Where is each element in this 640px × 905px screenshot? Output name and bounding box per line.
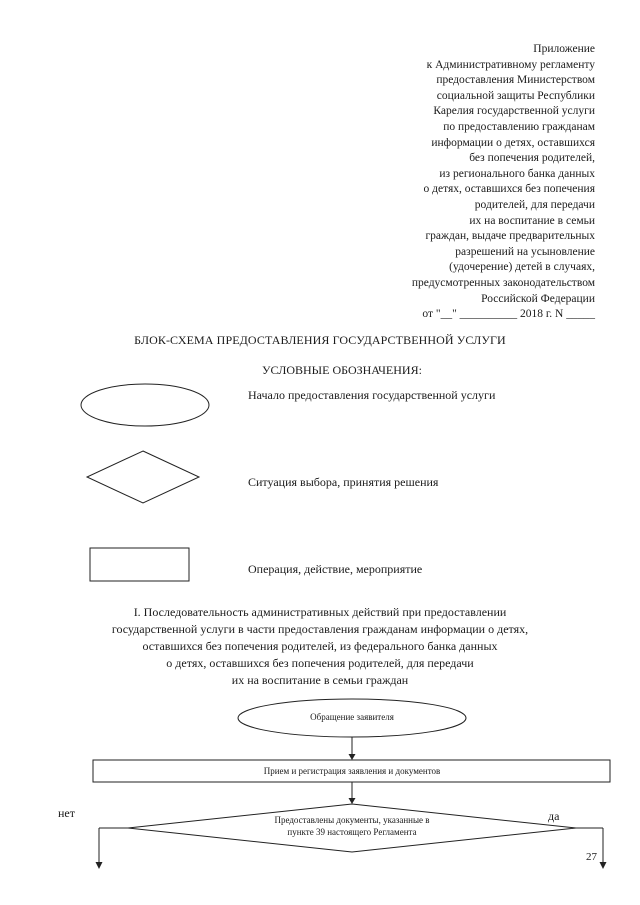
- section-line: о детях, оставшихся без попечения родителей, для передачи: [166, 656, 474, 670]
- appendix-line: предусмотренных законодательством: [411, 276, 595, 289]
- flow-arrowhead-1: [349, 754, 356, 760]
- flow-yes-label: да: [548, 809, 560, 823]
- appendix-line: без попечения родителей,: [469, 152, 595, 165]
- flow-decision-label-2: пункте 39 настоящего Регламента: [287, 827, 417, 837]
- legend-start-label: Начало предоставления государственной услуги: [248, 388, 496, 402]
- legend-decision-diamond: [87, 451, 199, 503]
- appendix-line: о детях, оставшихся без попечения: [423, 183, 595, 196]
- section-line: I. Последовательность административных действий при предоставлении: [133, 605, 507, 619]
- appendix-line: информации о детях, оставшихся: [431, 136, 595, 149]
- flow-yes-arrowhead: [600, 862, 607, 869]
- flow-no-arrowhead: [96, 862, 103, 869]
- legend-operation-rect: [90, 548, 189, 581]
- legend-heading: УСЛОВНЫЕ ОБОЗНАЧЕНИЯ:: [262, 363, 422, 377]
- appendix-line: разрешений на усыновление: [455, 245, 595, 258]
- legend-start-ellipse: [81, 384, 209, 426]
- flow-decision-label-1: Предоставлены документы, указанные в: [274, 815, 430, 825]
- flow-receive-label: Прием и регистрация заявления и документов: [263, 766, 441, 776]
- appendix-line: родителей, для передачи: [474, 198, 595, 211]
- appendix-line: из регионального банка данных: [439, 167, 595, 180]
- section-line: оставшихся без попечения родителей, из федерального банка данных: [142, 639, 498, 653]
- appendix-line: предоставления Министерством: [436, 74, 595, 87]
- legend-operation-label: Операция, действие, мероприятие: [248, 562, 423, 576]
- flow-no-label: нет: [58, 806, 75, 820]
- section-line: государственной услуги в части предоставления гражданам информации о детях,: [111, 622, 529, 636]
- appendix-line: Карелия государственной услуги: [433, 105, 595, 118]
- flow-arrowhead-2: [349, 798, 356, 804]
- legend-decision-label: Ситуация выбора, принятия решения: [248, 475, 439, 489]
- appendix-line: социальной защиты Республики: [436, 89, 595, 102]
- appendix-line: Российской Федерации: [481, 292, 595, 305]
- flow-start-label: Обращение заявителя: [310, 712, 394, 722]
- appendix-line: их на воспитание в семьи: [469, 214, 595, 227]
- appendix-line: (удочерение) детей в случаях,: [449, 261, 595, 274]
- section-heading: [0, 604, 640, 689]
- page-number: 27: [586, 851, 597, 863]
- appendix-line: Приложение: [533, 43, 595, 55]
- appendix-line: к Административному регламенту: [426, 58, 595, 71]
- appendix-line: граждан, выдаче предварительных: [425, 230, 595, 243]
- appendix-line: по предоставлению гражданам: [443, 120, 595, 133]
- page-title: БЛОК-СХЕМА ПРЕДОСТАВЛЕНИЯ ГОСУДАРСТВЕННОЙ УСЛУГИ: [134, 333, 506, 347]
- appendix-line: от "__" __________ 2018 г. N _____: [422, 308, 595, 321]
- section-line: их на воспитание в семьи граждан: [231, 673, 409, 687]
